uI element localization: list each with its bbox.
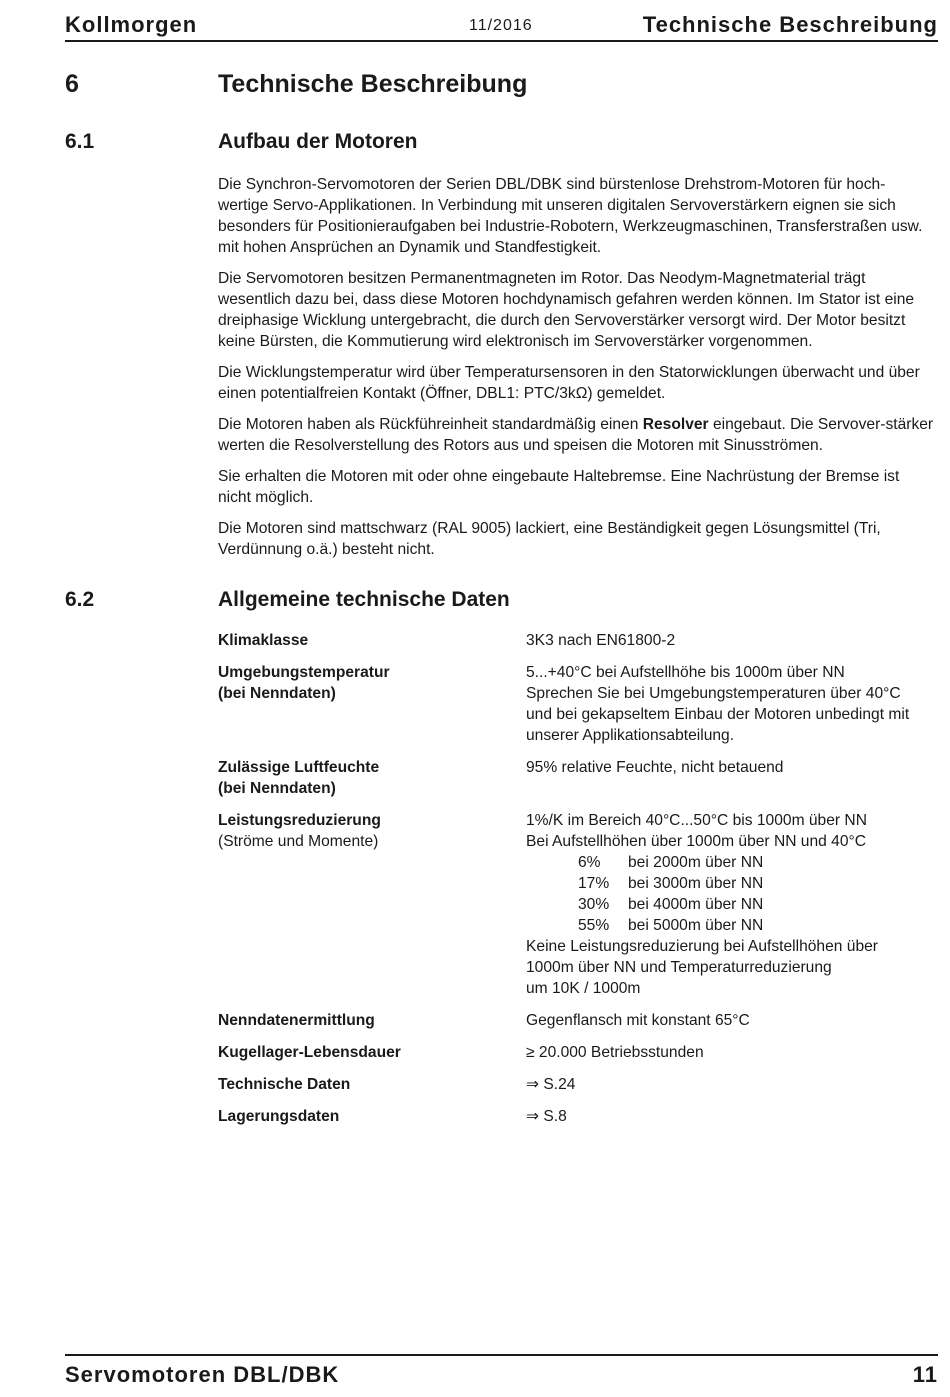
derating-altitude: bei 5000m über NN — [628, 917, 764, 934]
page-number: 11 — [912, 1362, 938, 1387]
paragraph-text: eingebaut. Die Servover-stärker werten die Resolverstellung des Rotors aus und speisen die Motoren mit Sinusströmen. — [218, 416, 934, 454]
derating-row — [578, 852, 934, 873]
derating-row — [578, 894, 934, 915]
spec-value: unserer Applikationsabteilung. — [526, 727, 735, 744]
spec-table — [218, 630, 934, 1138]
spec-value: ⇒ S.8 — [526, 1108, 567, 1125]
derating-row — [578, 915, 934, 936]
spec-sublabel: (bei Nenndaten) — [218, 780, 336, 797]
derating-percent: 17% — [578, 875, 610, 892]
spec-value: 3K3 nach EN61800-2 — [526, 632, 676, 649]
derating-percent: 6% — [578, 854, 601, 871]
paragraph: Die Motoren sind mattschwarz (RAL 9005) lackiert, eine Beständigkeit gegen Lösungsmittel (Tri, Verdünnung o.ä.) besteht nicht. — [218, 520, 881, 558]
derating-percent: 55% — [578, 917, 610, 934]
spec-sublabel: (Ströme und Momente) — [218, 833, 379, 850]
spec-row — [218, 810, 934, 999]
spec-sublabel: (bei Nenndaten) — [218, 685, 336, 702]
spec-label: Zulässige Luftfeuchte — [218, 759, 380, 776]
derating-altitude: bei 4000m über NN — [628, 896, 764, 913]
header-section-title: Technische Beschreibung — [642, 12, 938, 37]
header-date: 11/2016 — [469, 17, 533, 34]
section-number: 6.2 — [65, 588, 95, 611]
footer-product: Servomotoren DBL/DBK — [65, 1362, 340, 1387]
spec-row — [218, 662, 934, 746]
section-number: 6.1 — [65, 130, 95, 153]
chapter-number: 6 — [65, 70, 79, 98]
spec-value: 1000m über NN und Temperaturreduzierung — [526, 959, 832, 976]
paragraph: Die Wicklungstemperatur wird über Temperatursensoren in den Statorwicklungen überwacht und über einen potentialfreien Kontakt (Öffner, DBL1: PTC/3kΩ) gemeldet. — [218, 364, 920, 402]
spec-value: Bei Aufstellhöhen über 1000m über NN und 40°C — [526, 833, 866, 850]
spec-value: Keine Leistungsreduzierung bei Aufstellhöhen über — [526, 938, 878, 955]
derating-altitude: bei 3000m über NN — [628, 875, 764, 892]
spec-value: 95% relative Feuchte, nicht betauend — [526, 759, 784, 776]
section-title: Aufbau der Motoren — [218, 130, 418, 153]
header-company: Kollmorgen — [65, 12, 198, 37]
spec-value: ⇒ S.24 — [526, 1076, 576, 1093]
spec-label: Nenndatenermittlung — [218, 1012, 375, 1029]
spec-value: und bei gekapseltem Einbau der Motoren unbedingt mit — [526, 706, 910, 723]
paragraph — [218, 414, 934, 456]
section-title: Allgemeine technische Daten — [218, 588, 510, 611]
spec-value: 1%/K im Bereich 40°C...50°C bis 1000m über NN — [526, 812, 867, 829]
derating-row — [578, 873, 934, 894]
spec-row — [218, 757, 934, 799]
paragraph: Die Synchron-Servomotoren der Serien DBL/DBK sind bürstenlose Drehstrom-Motoren für hoch-wertige Servo-Applikationen. In Verbindung mit unseren digitalen Servoverstärkern eignen sie sich besonders für Positionieraufgaben bei Industrie-Robotern, Werkzeugmaschinen, Transferstraßen usw. mit hohen Ansprüchen an Dynamik und Standfestigkeit. — [218, 176, 923, 256]
spec-row — [218, 1010, 934, 1031]
spec-row — [218, 1106, 934, 1127]
spec-value: ≥ 20.000 Betriebsstunden — [526, 1044, 704, 1061]
page-header — [65, 10, 938, 42]
spec-row — [218, 1042, 934, 1063]
spec-label: Lagerungsdaten — [218, 1108, 340, 1125]
spec-value: um 10K / 1000m — [526, 980, 641, 997]
spec-value: 5...+40°C bei Aufstellhöhe bis 1000m über NN — [526, 664, 845, 681]
paragraph-text: Die Motoren haben als Rückführeinheit standardmäßig einen — [218, 416, 643, 433]
spec-value: Gegenflansch mit konstant 65°C — [526, 1012, 750, 1029]
spec-label: Klimaklasse — [218, 632, 309, 649]
spec-row — [218, 1074, 934, 1095]
resolver-term: Resolver — [642, 416, 709, 433]
chapter-title: Technische Beschreibung — [218, 70, 528, 98]
derating-altitude: bei 2000m über NN — [628, 854, 764, 871]
spec-value: Sprechen Sie bei Umgebungstemperaturen über 40°C — [526, 685, 901, 702]
spec-label: Technische Daten — [218, 1076, 351, 1093]
paragraph: Sie erhalten die Motoren mit oder ohne eingebaute Haltebremse. Eine Nachrüstung der Bremse ist nicht möglich. — [218, 468, 900, 506]
section-6-1-body — [218, 174, 934, 570]
spec-row — [218, 630, 934, 651]
spec-label: Leistungsreduzierung — [218, 812, 381, 829]
page-footer — [65, 1354, 938, 1396]
derating-percent: 30% — [578, 896, 610, 913]
spec-label: Umgebungstemperatur — [218, 664, 390, 681]
paragraph: Die Servomotoren besitzen Permanentmagneten im Rotor. Das Neodym-Magnetmaterial trägt wesentlich dazu bei, dass diese Motoren hochdynamisch gefahren werden können. Im Stator ist eine dreiphasige Wicklung untergebracht, die durch den Servoverstärker versorgt wird. Der Motor besitzt keine Bürsten, die Kommutierung wird elektronisch im Servoverstärker vorgenommen. — [218, 270, 915, 350]
spec-label: Kugellager-Lebensdauer — [218, 1044, 401, 1061]
